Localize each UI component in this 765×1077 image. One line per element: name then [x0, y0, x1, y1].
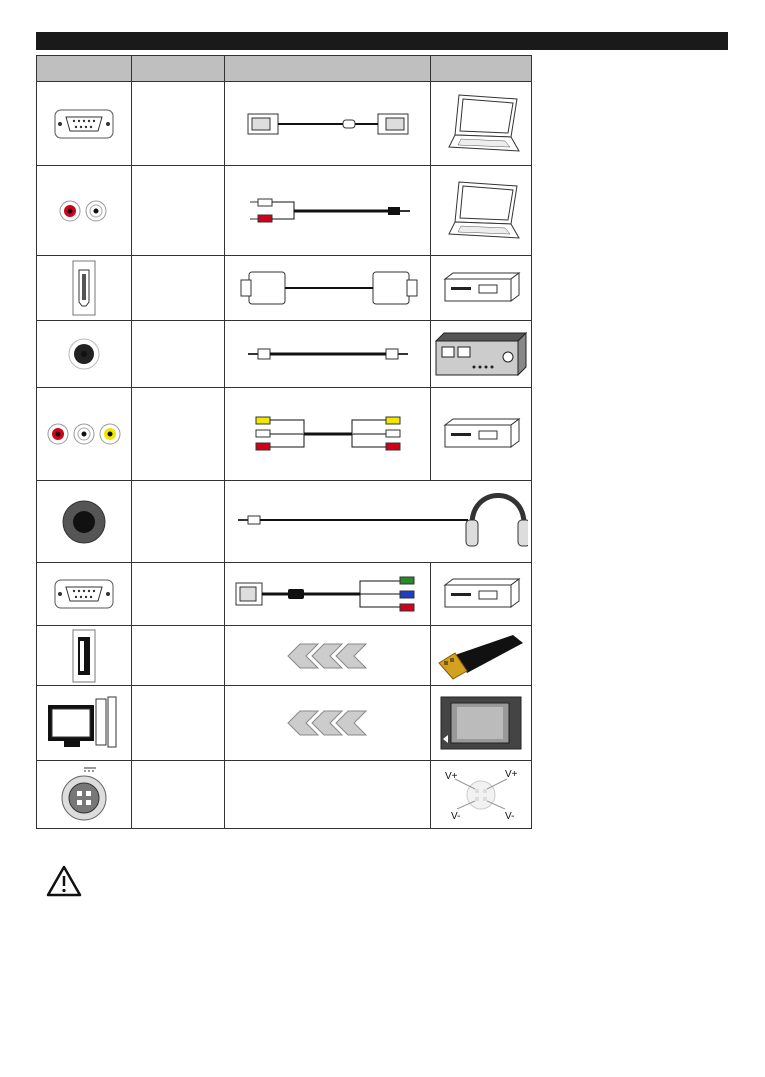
warning-triangle-icon — [46, 865, 82, 897]
hdmi-cable-icon — [225, 256, 431, 321]
table-row — [37, 256, 532, 321]
table-row — [37, 686, 532, 761]
vga-to-component-cable-icon — [225, 563, 431, 626]
coaxial-port-icon — [37, 321, 132, 388]
pin-label: V- — [451, 810, 461, 822]
rca-to-minijack-cable-icon — [225, 166, 431, 256]
ci-slot-tv-icon — [37, 686, 132, 761]
power-pinout-diagram — [431, 761, 532, 829]
player-device-icon — [431, 256, 532, 321]
hdmi-port-icon — [37, 256, 132, 321]
connection-table — [36, 55, 532, 829]
insert-arrows-icon — [225, 626, 431, 686]
laptop-icon — [431, 166, 532, 256]
pin-label: V- — [505, 810, 515, 822]
usb-stick-icon — [431, 626, 532, 686]
table-row — [37, 626, 532, 686]
pin-label: V+ — [505, 768, 518, 780]
header-cell — [37, 56, 132, 82]
table-row — [37, 563, 532, 626]
headphone-jack-icon — [37, 481, 132, 563]
table-header-row — [37, 56, 532, 82]
header-cell — [431, 56, 532, 82]
section-header-bar — [36, 32, 728, 50]
table-row — [37, 761, 532, 829]
laptop-icon — [431, 82, 532, 166]
header-cell — [132, 56, 225, 82]
player-device-icon — [431, 563, 532, 626]
table-row — [37, 481, 532, 563]
pin-label: V+ — [445, 770, 458, 782]
usb-port-icon — [37, 626, 132, 686]
coaxial-cable-icon — [225, 321, 431, 388]
composite-av-jacks-icon — [37, 388, 132, 481]
dc-power-socket-icon — [37, 761, 132, 829]
insert-arrows-icon — [225, 686, 431, 761]
vga-cable-icon — [225, 82, 431, 166]
vga-port-icon — [37, 563, 132, 626]
table-row — [37, 82, 532, 166]
player-device-icon — [431, 388, 532, 481]
table-row — [37, 388, 532, 481]
table-row — [37, 166, 532, 256]
amplifier-device-icon — [431, 321, 532, 388]
vga-port-icon — [37, 82, 132, 166]
cam-module-icon — [431, 686, 532, 761]
rca-av-cable-icon — [225, 388, 431, 481]
table-row — [37, 321, 532, 388]
header-cell — [225, 56, 431, 82]
headphone-cable-icon — [225, 481, 532, 563]
audio-lr-jacks-icon — [37, 166, 132, 256]
